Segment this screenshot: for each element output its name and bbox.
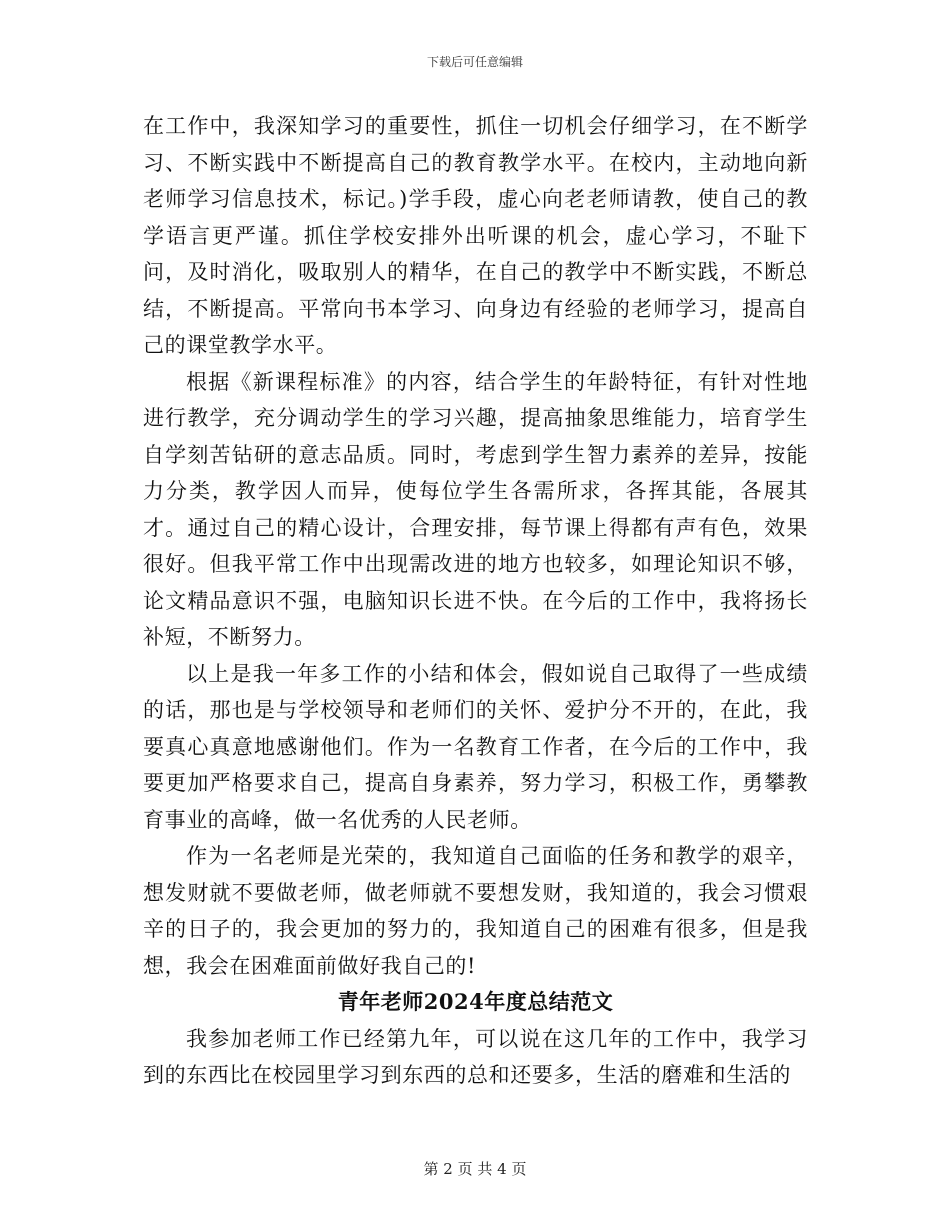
paragraph-summary: 以上是我一年多工作的小结和体会，假如说自己取得了一些成绩的话，那也是与学校领导和老师们的关怀、爱护分不开的，在此，我要真心真意地感谢他们。作为一名教育工作者，在今后的工作中，我要更加严格要求自己，提高自身素养，努力学习，积极工作，勇攀教育事业的高峰，做一名优秀的人民老师。 bbox=[143, 661, 808, 832]
page-header: 下载后可任意编辑 bbox=[426, 55, 523, 69]
document-body bbox=[143, 108, 808, 1094]
paragraph-honor: 作为一名老师是光荣的，我知道自己面临的任务和教学的艰辛，想发财就不要做老师，做老师就不要想发财，我知道的，我会习惯艰辛的日子的，我会更加的努力的，我知道自己的困难有很多，但是我想，我会在困难面前做好我自己的! bbox=[143, 844, 808, 978]
paragraph-study: 在工作中，我深知学习的重要性，抓住一切机会仔细学习，在不断学习、不断实践中不断提高自己的教育教学水平。在校内，主动地向新老师学习信息技术，标记。)学手段，虚心向老老师请教，使自己的教学语言更严谨。抓住学校安排外出听课的机会，虚心学习，不耻下问，及时消化，吸取别人的精华，在自己的教学中不断实践，不断总结，不断提高。平常向书本学习、向身边有经验的老师学习，提高自己的课堂教学水平。 bbox=[143, 114, 808, 357]
paragraph-curriculum: 根据《新课程标准》的内容，结合学生的年龄特征，有针对性地进行教学，充分调动学生的学习兴趣，提高抽象思维能力，培育学生自学刻苦钻研的意志品质。同时，考虑到学生智力素养的差异，按能力分类，教学因人而异，使每位学生各需所求，各挥其能，各展其才。通过自己的精心设计，合理安排，每节课上得都有声有色，效果很好。但我平常工作中出现需改进的地方也较多，如理论知识不够，论文精品意识不强，电脑知识长进不快。在今后的工作中，我将扬长补短，不断努力。 bbox=[143, 369, 808, 649]
page-number: 第 2 页 共 4 页 bbox=[423, 1160, 527, 1178]
section-title: 青年老师2024年度总结范文 bbox=[337, 989, 614, 1014]
paragraph-section-intro: 我参加老师工作已经第九年，可以说在这几年的工作中，我学习到的东西比在校园里学习到东西的总和还要多，生活的磨难和生活的 bbox=[143, 1026, 808, 1087]
